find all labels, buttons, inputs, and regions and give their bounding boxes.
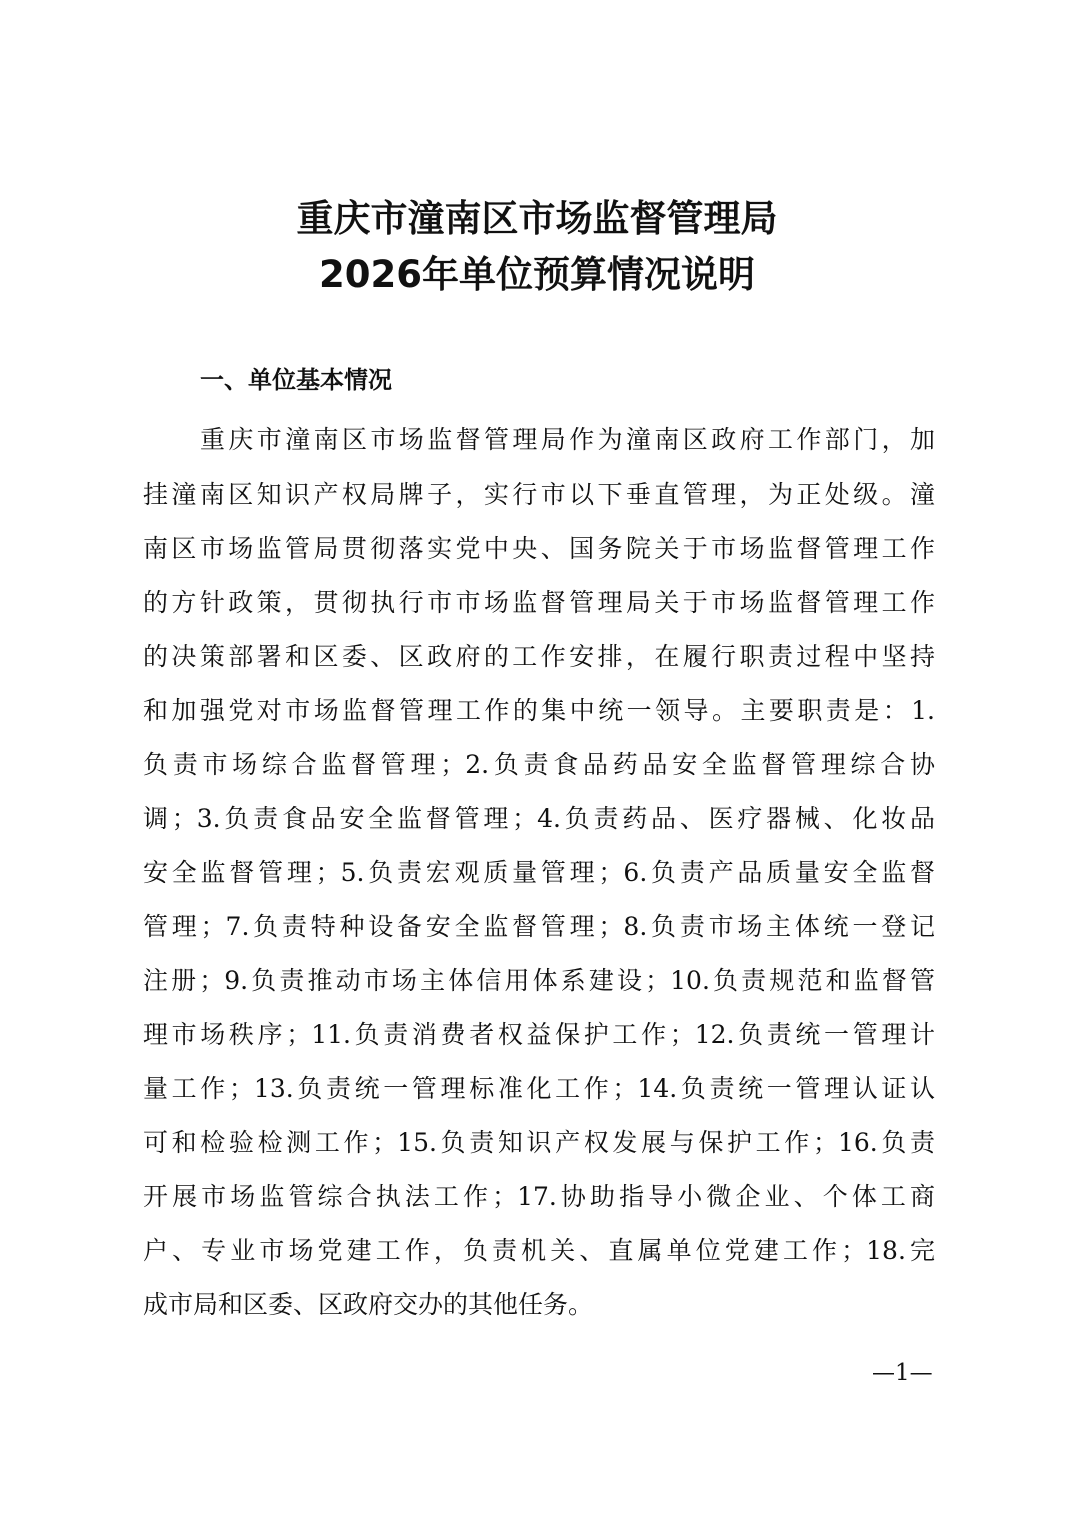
paragraph-line: 的决策部署和区委、区政府的工作安排，在履行职责过程中坚持 [143, 642, 935, 671]
paragraph-line: 负责市场综合监督管理；2.负责食品药品安全监督管理综合协 [143, 750, 935, 779]
paragraph-line: 调；3.负责食品安全监督管理；4.负责药品、医疗器械、化妆品 [143, 804, 935, 833]
paragraph-line: 和加强党对市场监督管理工作的集中统一领导。主要职责是：1. [143, 696, 935, 725]
paragraph-line: 挂潼南区知识产权局牌子，实行市以下垂直管理，为正处级。潼 [143, 480, 935, 509]
paragraph-line: 南区市场监管局贯彻落实党中央、国务院关于市场监督管理工作 [143, 534, 935, 563]
document-title-line-2: 2026年单位预算情况说明 [319, 253, 755, 296]
paragraph-line: 管理；7.负责特种设备安全监督管理；8.负责市场主体统一登记 [143, 912, 935, 941]
paragraph-line: 成市局和区委、区政府交办的其他任务。 [143, 1290, 594, 1319]
page-number: —1— [872, 1360, 933, 1386]
paragraph-line: 开展市场监管综合执法工作；17.协助指导小微企业、个体工商 [143, 1182, 935, 1211]
paragraph-line: 重庆市潼南区市场监督管理局作为潼南区政府工作部门，加 [200, 425, 935, 454]
paragraph-line: 户、专业市场党建工作，负责机关、直属单位党建工作；18.完 [143, 1236, 935, 1265]
paragraph-line: 量工作；13.负责统一管理标准化工作；14.负责统一管理认证认 [143, 1074, 935, 1103]
section-heading: 一、单位基本情况 [200, 366, 392, 394]
paragraph-line: 可和检验检测工作；15.负责知识产权发展与保护工作；16.负责 [143, 1128, 935, 1157]
document-title-line-1: 重庆市潼南区市场监督管理局 [296, 197, 778, 240]
paragraph-line: 理市场秩序；11.负责消费者权益保护工作；12.负责统一管理计 [143, 1020, 935, 1049]
paragraph-line: 的方针政策，贯彻执行市市场监督管理局关于市场监督管理工作 [143, 588, 935, 617]
paragraph-line: 安全监督管理；5.负责宏观质量管理；6.负责产品质量安全监督 [143, 858, 935, 887]
paragraph-line: 注册；9.负责推动市场主体信用体系建设；10.负责规范和监督管 [143, 966, 935, 995]
